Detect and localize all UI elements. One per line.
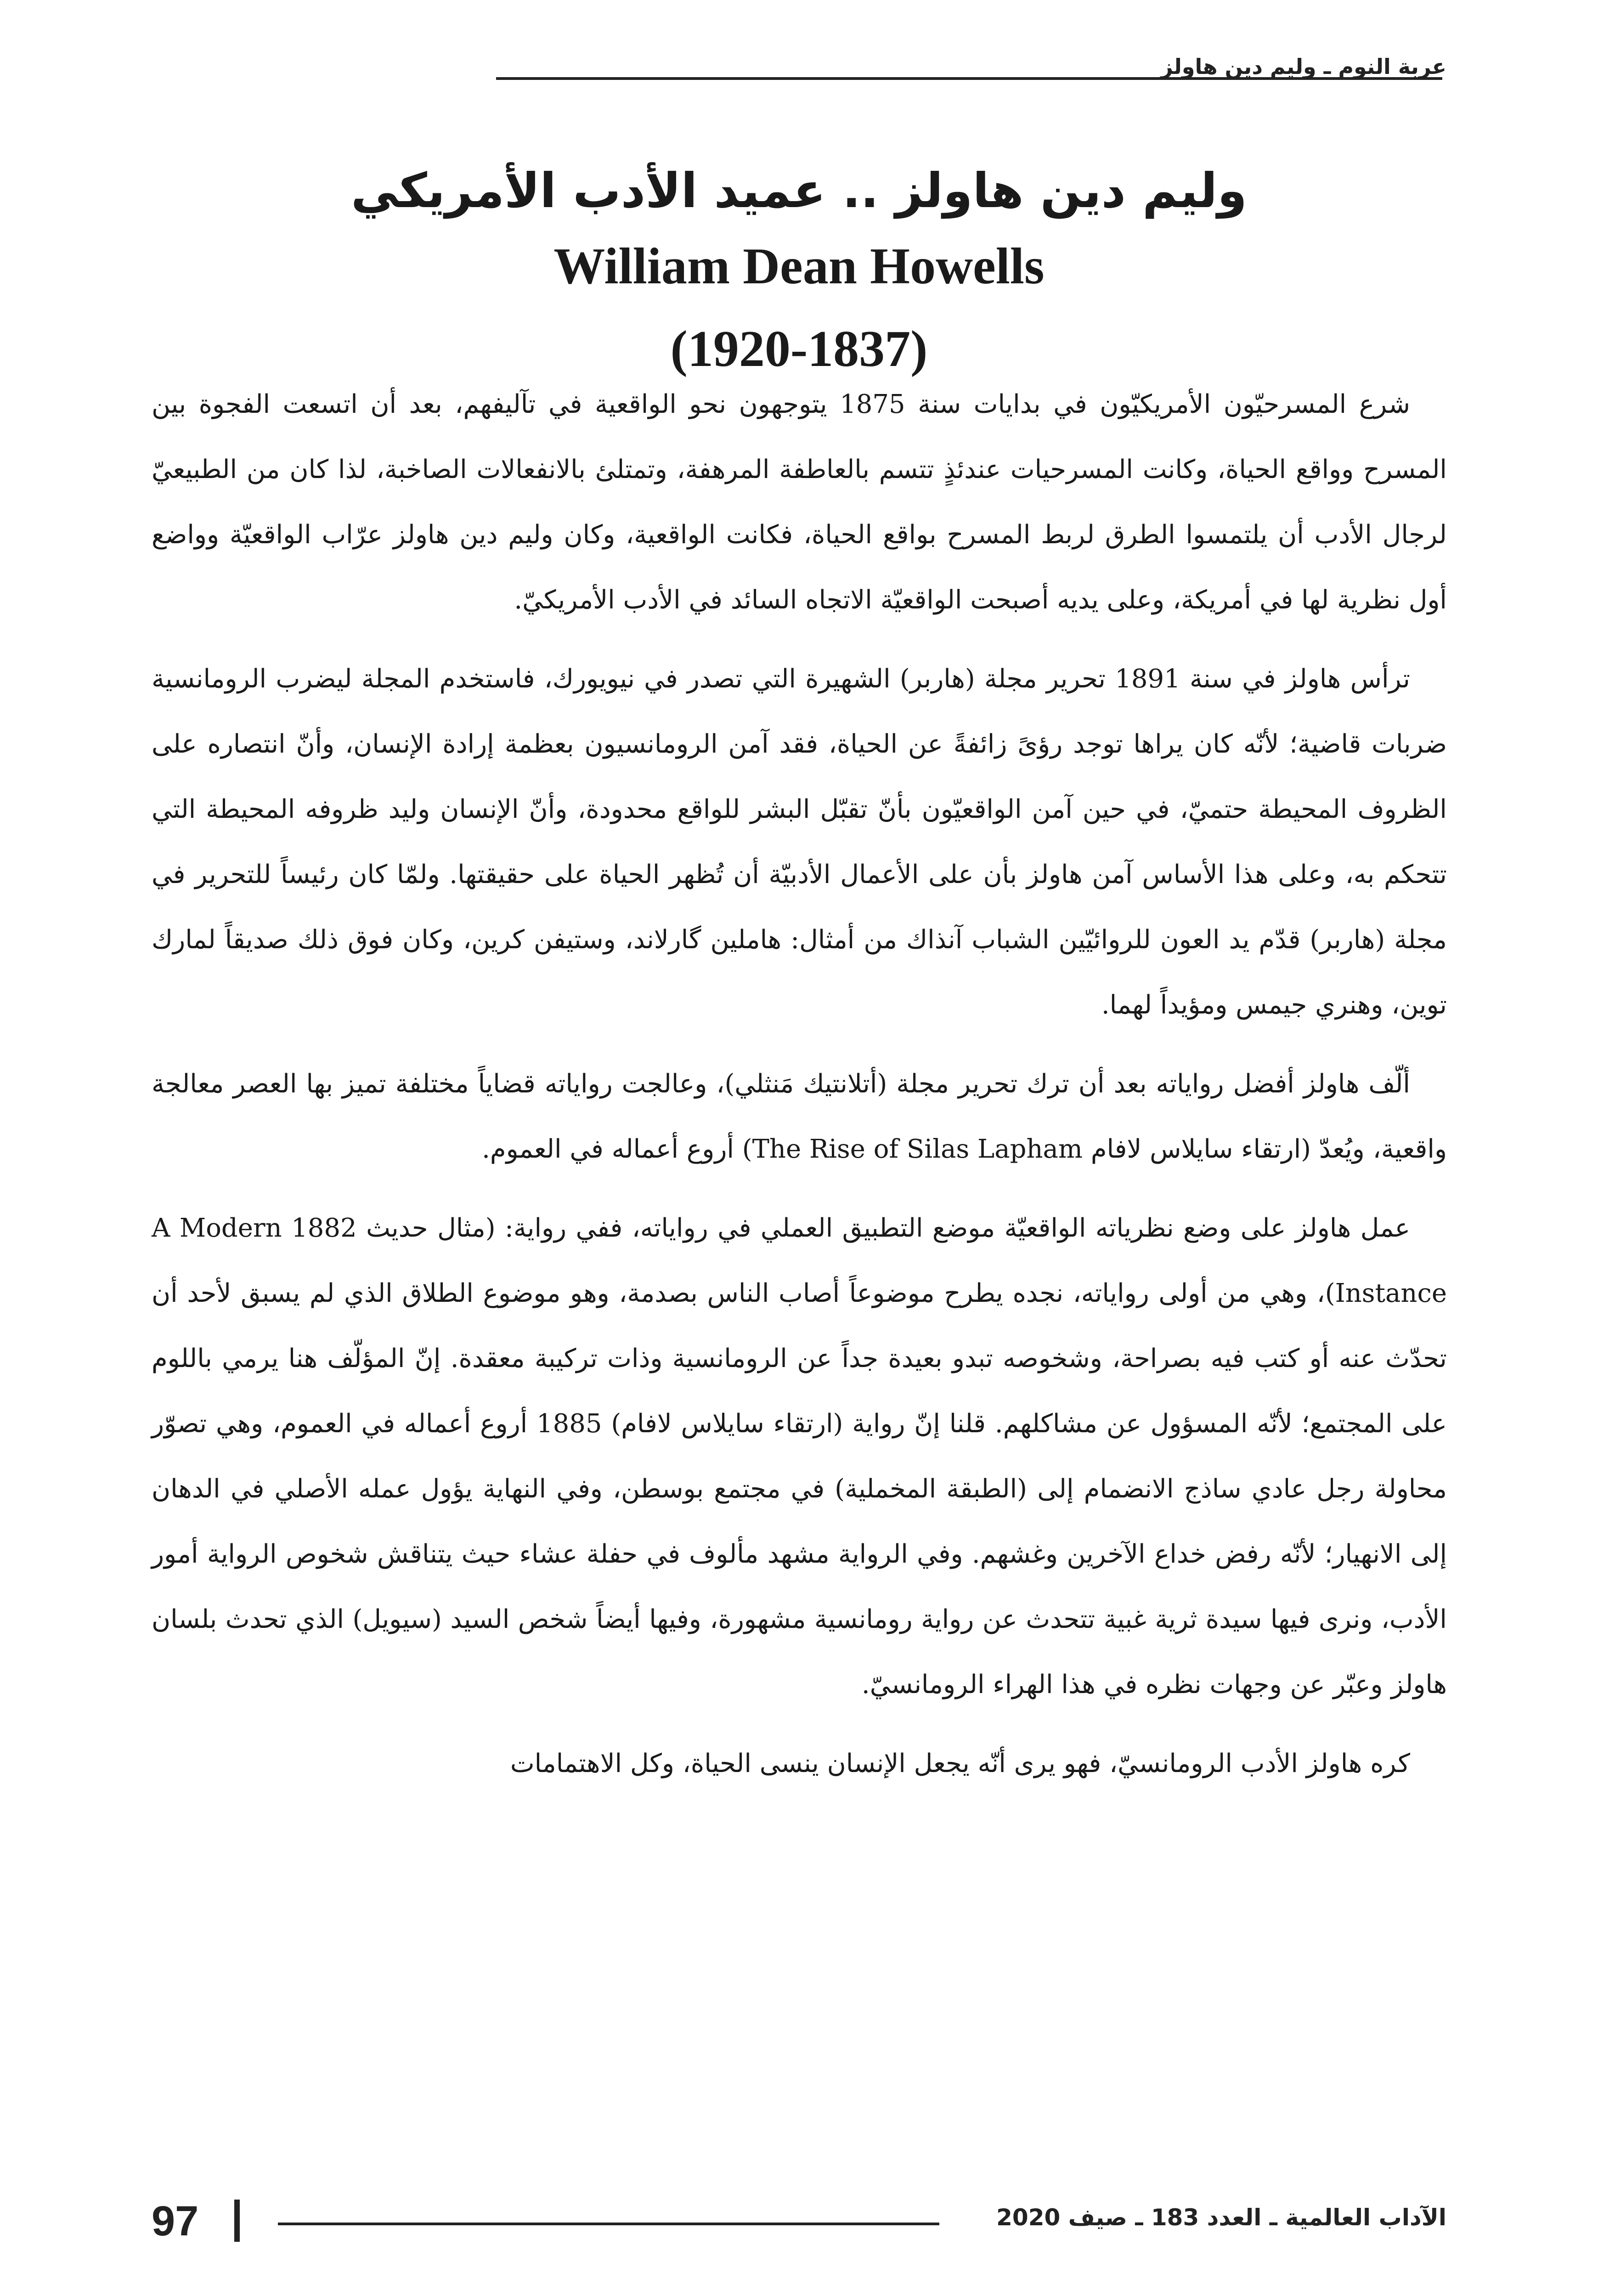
- author-lifespan: (1920-1837): [670, 321, 928, 377]
- footer-rule: [278, 2223, 939, 2225]
- article-title-block: [0, 152, 1598, 395]
- paragraph: شرع المسرحيّون الأمريكيّون في بدايات سنة 1875 يتوجهون نحو الواقعية في تآليفهم، بعد أن اتسعت الفجوة بين المسرح وواقع الحياة، وكانت المسرحيات عندئذٍ تتسم بالعاطفة المرهفة، وتمتلئ بالانفعالات الصاخبة، لذا كان من الطبيعيّ لرجال الأدب أن يلتمسوا الطرق لربط المسرح بواقع الحياة، فكانت الواقعية، وكان وليم دين هاولز عرّاب الواقعيّة وواضع أول نظرية لها في أمريكة، وعلى يديه أصبحت الواقعيّة الاتجاه السائد في الأدب الأمريكيّ.: [152, 389, 1447, 615]
- article-title-english: William Dean Howells: [553, 238, 1045, 295]
- paragraph: ترأس هاولز في سنة 1891 تحرير مجلة (هاربر) الشهيرة التي تصدر في نيويورك، فاستخدم المجلة ليضرب الرومانسية ضربات قاضية؛ لأنّه كان يراها توجد رؤىً زائفةً عن الحياة، فقد آمن الرومانسيون بعظمة إرادة الإنسان، وأنّ انتصاره على الظروف المحيطة حتميّ، في حين آمن الواقعيّون بأنّ تقبّل البشر للواقع محدودة، وأنّ الإنسان وليد ظروفه المحيطة التي تتحكم به، وعلى هذا الأساس آمن هاولز بأن على الأعمال الأدبيّة أن تُظهر الحياة على حقيقتها. ولمّا كان رئيساً للتحرير في مجلة (هاربر) قدّم يد العون للروائيّين الشباب آنذاك من أمثال: هاملين گارلاند، وستيفن كرين، وكان فوق ذلك صديقاً لمارك توين، وهنري جيمس ومؤيداً لهما.: [152, 664, 1447, 1020]
- paragraph: كره هاولز الأدب الرومانسيّ، فهو يرى أنّه يجعل الإنسان ينسى الحياة، وكل الاهتمامات: [510, 1749, 1410, 1778]
- paragraph: عمل هاولز على وضع نظرياته الواقعيّة موضع التطبيق العملي في رواياته، ففي رواية: (مثال حديث 1882 A Modern Instance)، وهي من أولى رواياته، نجده يطرح موضوعاً أصاب الناس بصدمة، وهو موضوع الطلاق الذي لم يسبق لأحد أن تحدّث عنه أو كتب فيه بصراحة، وشخوصه تبدو بعيدة جداً عن الرومانسية وذات تركيبة معقدة. إنّ المؤلّف هنا يرمي باللوم على المجتمع؛ لأنّه المسؤول عن مشاكلهم. قلنا إنّ رواية (ارتقاء سايلاس لافام) 1885 أروع أعماله في العموم، وهي تصوّر محاولة رجل عادي ساذج الانضمام إلى (الطبقة المخملية) في مجتمع بوسطن، وفي النهاية يؤول عمله الأصلي في الدهان إلى الانهيار؛ لأنّه رفض خداع الآخرين وغشهم. وفي الرواية مشهد مألوف في حفلة عشاء حيث يتناقش شخوص الرواية أمور الأدب، ونرى فيها سيدة ثرية غبية تتحدث عن رواية رومانسية مشهورة، وفيها أيضاً شخص السيد (سيويل) الذي تحدث بلسان هاولز وعبّر عن وجهات نظره في هذا الهراء الرومانسيّ.: [152, 1213, 1447, 1699]
- journal-issue-label: الآداب العالمية ـ العدد 183 ـ صيف 2020: [996, 2204, 1446, 2231]
- footer-separator-bar: [234, 2200, 240, 2242]
- page-number: 97: [152, 2198, 199, 2245]
- article-title-arabic: وليم دين هاولز .. عميد الأدب الأمريكي: [351, 163, 1247, 219]
- running-header: عربة النوم ـ وليم دين هاولز: [1160, 54, 1446, 79]
- paragraph: ألّف هاولز أفضل رواياته بعد أن ترك تحرير مجلة (أتلانتيك مَنثلي)، وعالجت رواياته قضاياً مختلفة تميز بها العصر معالجة واقعية، ويُعدّ (ارتقاء سايلاس لافام The Rise of Silas Lapham) أروع أعماله في العموم.: [152, 1069, 1447, 1164]
- header-rule: [496, 77, 1442, 80]
- article-body: [152, 372, 1447, 1810]
